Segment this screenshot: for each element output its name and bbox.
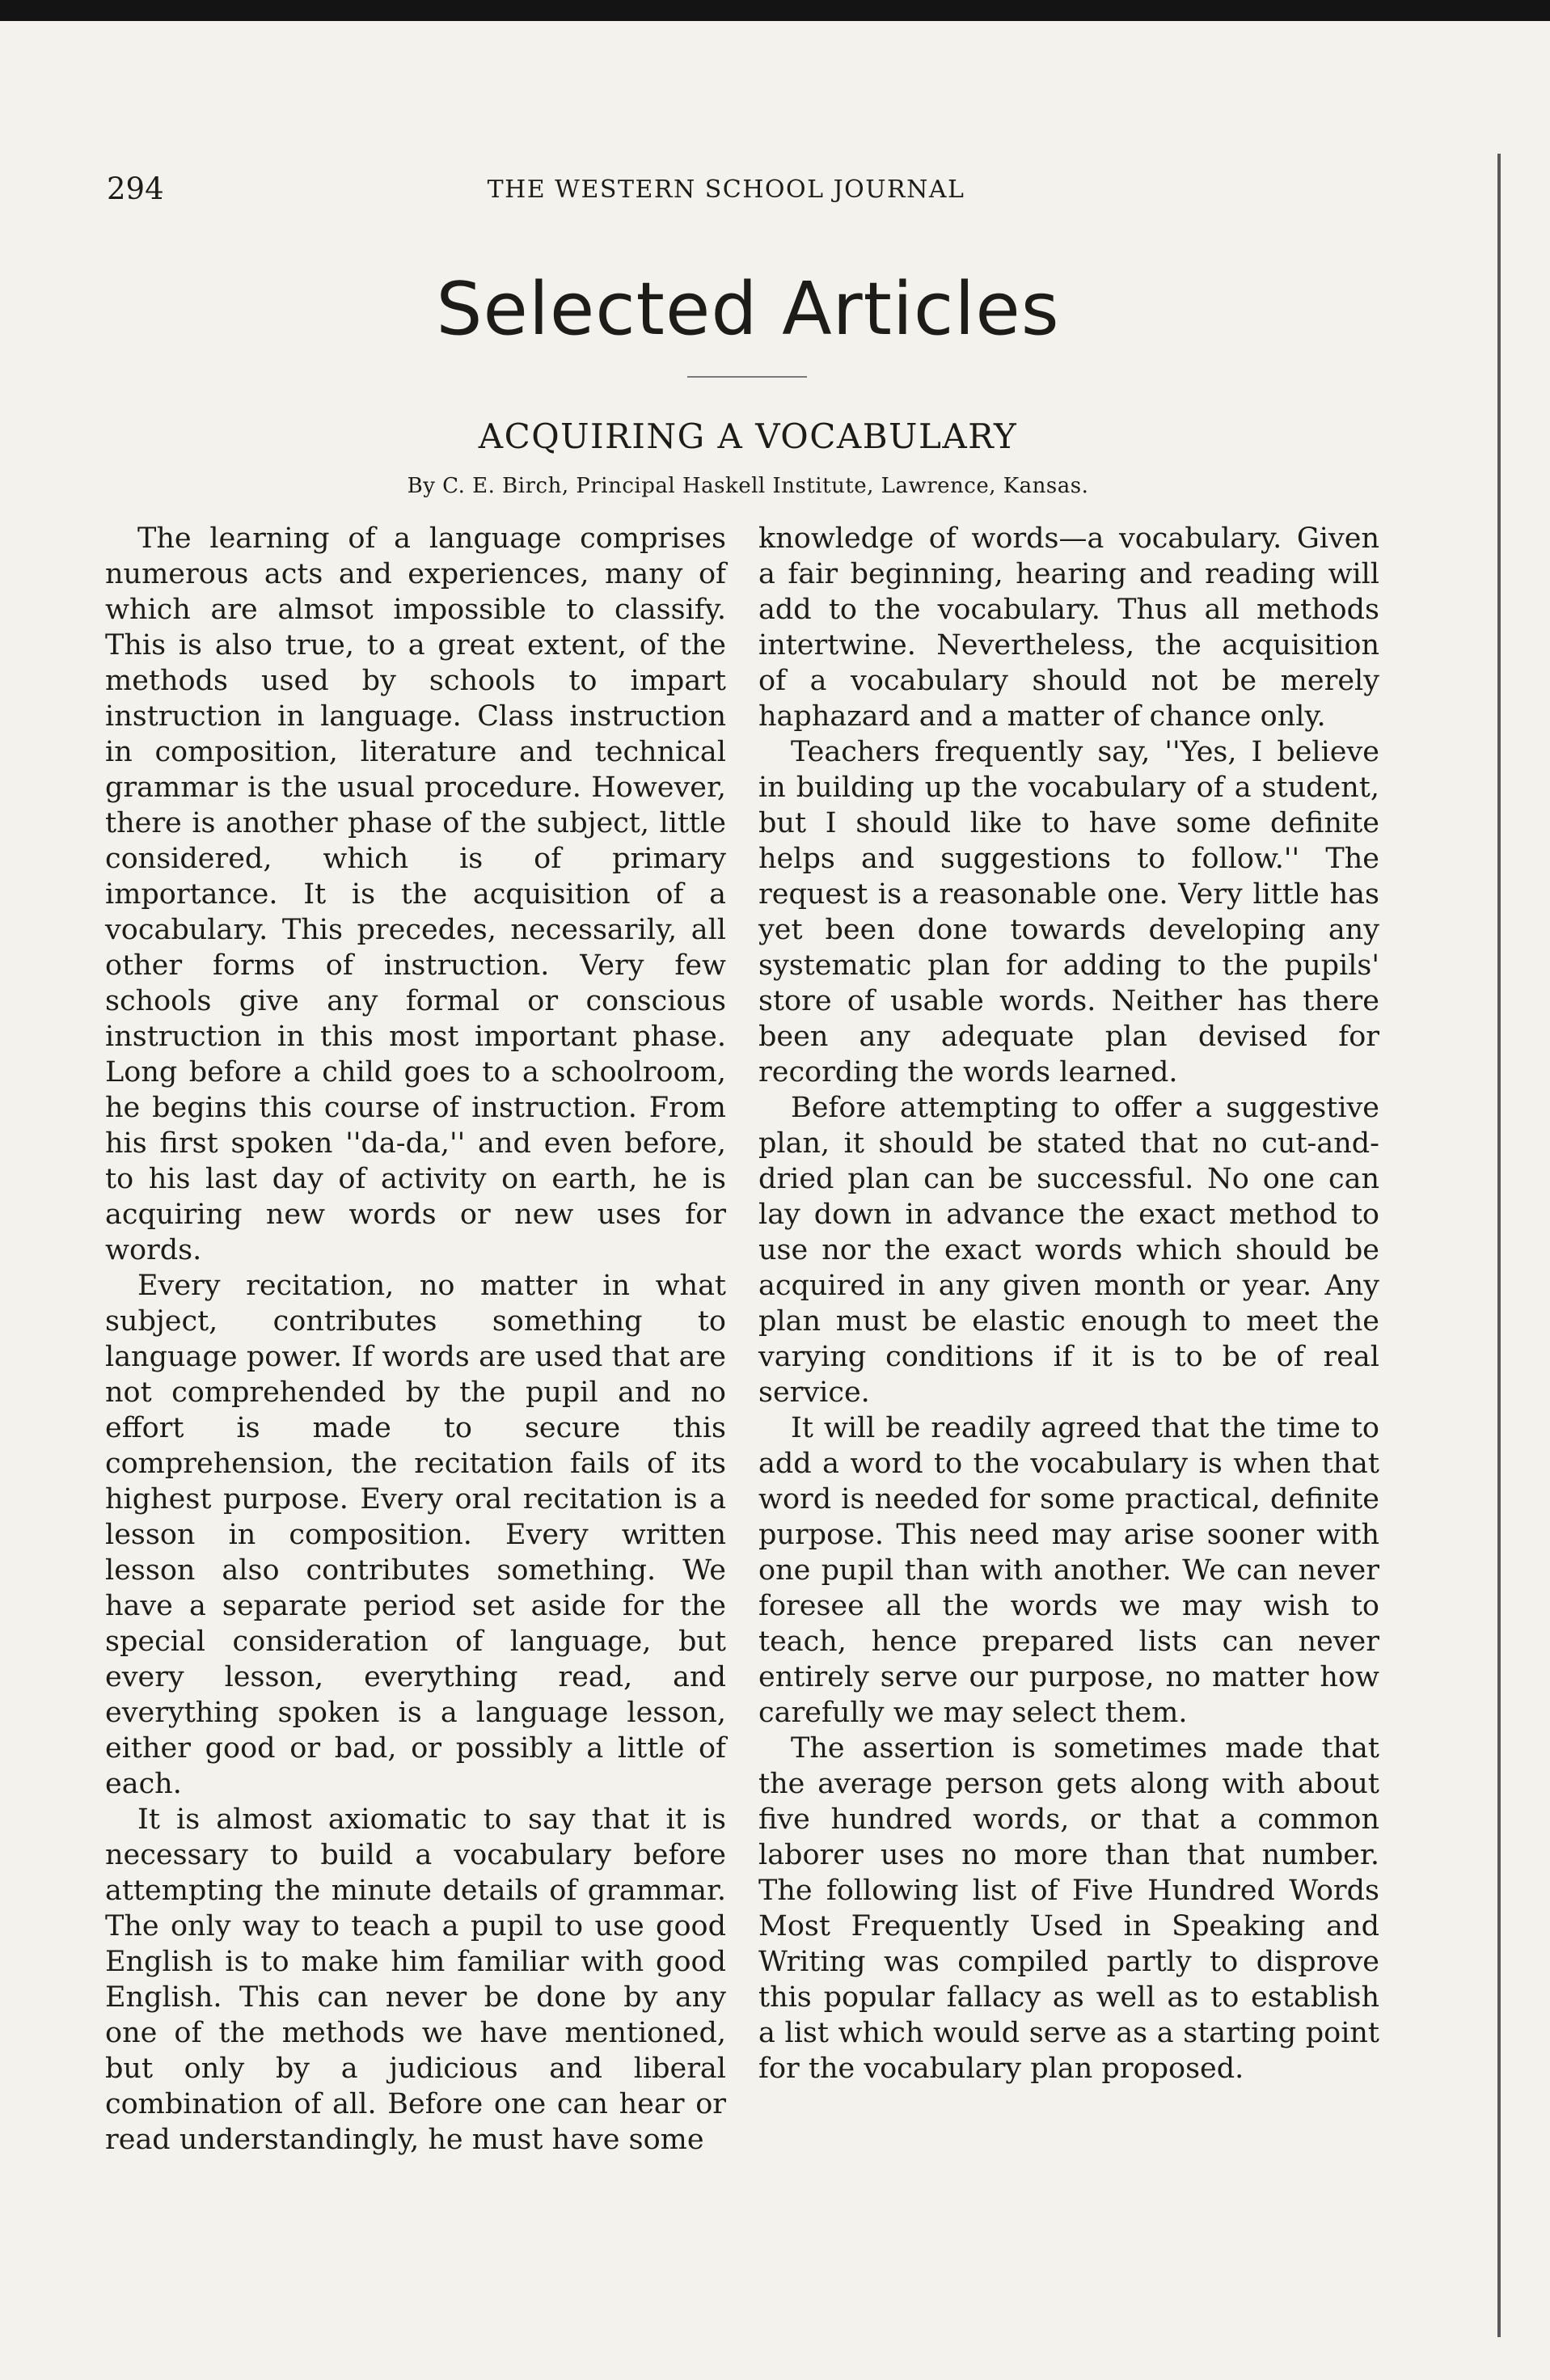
title-divider bbox=[687, 376, 807, 378]
paragraph: The assertion is sometimes made that the average person gets along with about five hundred words, or that a common laborer uses no more than that number. The following list of Five Hundred Words Most Frequently Used in Speaking and Writing was compiled partly to disprove this popular fallacy as well as to establish a list which would serve as a starting point for the vocabulary plan proposed. bbox=[758, 1732, 1379, 2085]
scan-top-edge bbox=[0, 0, 1550, 21]
page-header bbox=[95, 171, 1357, 212]
article-title: ACQUIRING A VOCABULARY bbox=[478, 416, 1018, 456]
paragraph: knowledge of words—a vocabulary. Given a fair beginning, hearing and reading will add to the vocabulary. Thus all methods intertwine. Nevertheless, the acquisition of a vocabulary should not be merely haphazard and a matter of chance only. bbox=[758, 522, 1379, 733]
paragraph: Every recitation, no matter in what subject, contributes something to language power. If words are used that are not comprehended by the pupil and no effort is made to secure this comprehension, the recitation fails of its highest purpose. Every oral recitation is a lesson in composition. Every written lesson also contributes something. We have a separate period set aside for the special consideration of language, but every lesson, everything read, and everything spoken is a language lesson, either good or bad, or possibly a little of each. bbox=[105, 1270, 726, 1800]
running-head: THE WESTERN SCHOOL JOURNAL bbox=[487, 175, 965, 204]
paragraph: Teachers frequently say, ''Yes, I believe in building up the vocabulary of a student, but I should like to have some definite helps and suggestions to follow.'' The request is a reasonable one. Very little has yet been done towards developing any systematic plan for adding to the pupils' store of usable words. Neither has there been any adequate plan devised for recording the words learned. bbox=[758, 736, 1379, 1089]
paragraph: It will be readily agreed that the time to add a word to the vocabulary is when that word is needed for some practical, definite purpose. This need may arise sooner with one pupil than with another. We can never foresee all the words we may wish to teach, hence prepared lists can never entirely serve our purpose, no matter how carefully we may select them. bbox=[758, 1412, 1379, 1729]
paragraph: It is almost axiomatic to say that it is necessary to build a vocabulary before attempting the minute details of grammar. The only way to teach a pupil to use good English is to make him familiar with good English. This can never be done by any one of the methods we have mentioned, but only by a judicious and liberal combination of all. Before one can hear or read understandingly, he must have some bbox=[105, 1803, 726, 2156]
paragraph: The learning of a language comprises numerous acts and experiences, many of which are almsot impossible to classify. This is also true, to a great extent, of the methods used by schools to impart instruction in language. Class instruction in composition, literature and technical grammar is the usual procedure. However, there is another phase of the subject, little considered, which is of primary importance. It is the acquisition of a vocabulary. This precedes, necessarily, all other forms of instruction. Very few schools give any formal or conscious instruction in this most important phase. Long before a child goes to a schoolroom, he begins this course of instruction. From his first spoken ''da-da,'' and even before, to his last day of activity on earth, he is acquiring new words or new uses for words. bbox=[105, 522, 726, 1266]
left-column bbox=[105, 521, 726, 2158]
scan-right-edge bbox=[1497, 154, 1501, 2337]
page-number: 294 bbox=[107, 171, 164, 206]
article-byline: By C. E. Birch, Principal Haskell Institute, Lawrence, Kansas. bbox=[407, 474, 1089, 498]
right-column bbox=[758, 521, 1379, 2086]
paragraph: Before attempting to offer a suggestive plan, it should be stated that no cut-and-dried plan can be successful. No one can lay down in advance the exact method to use nor the exact words which should be acquired in any given month or year. Any plan must be elastic enough to meet the varying conditions if it is to be of real service. bbox=[758, 1092, 1379, 1409]
section-title: Selected Articles bbox=[436, 267, 1060, 352]
